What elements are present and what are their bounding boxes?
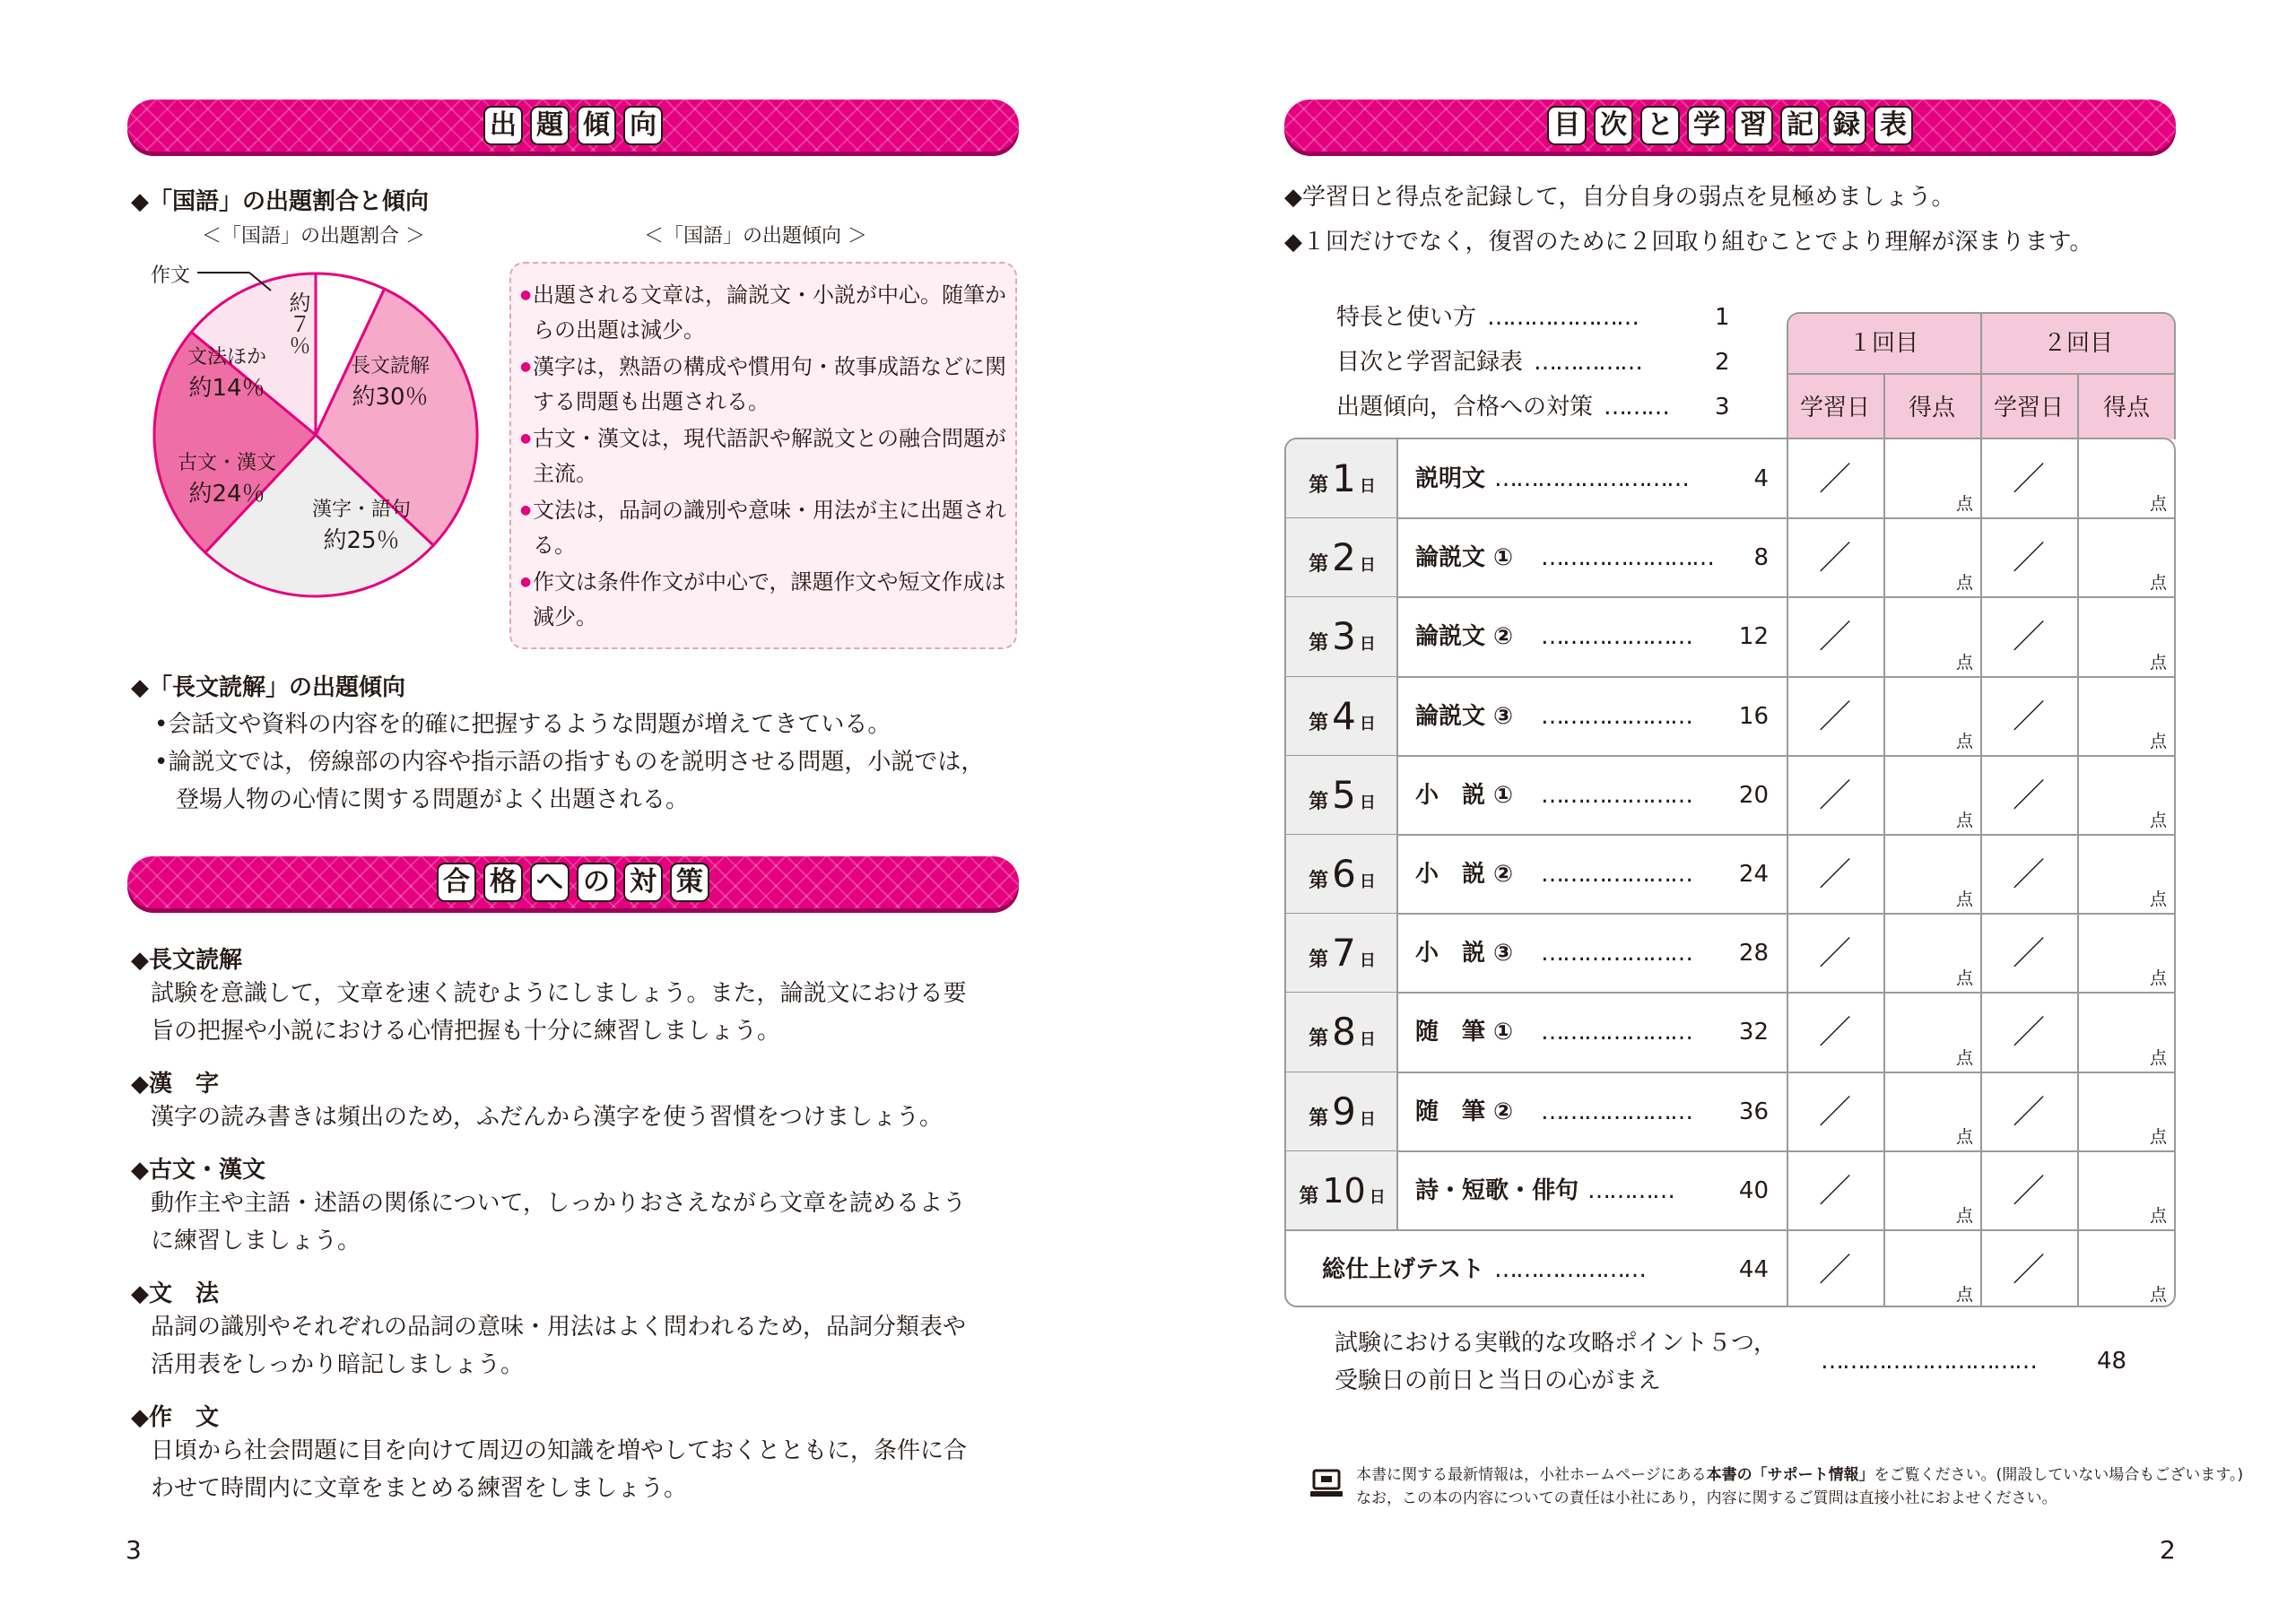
banner-title xyxy=(127,106,1019,145)
notice-line2: なお，この本の内容についての責任は小社にあり，内容に関するご質問は直接小社におよせください。 xyxy=(1356,1489,2057,1507)
day-number: 1 xyxy=(1332,456,1356,500)
header-round2: ２回目 xyxy=(2042,330,2113,357)
chobun-heading: ◆「長文読解」の出題傾向 xyxy=(131,674,405,701)
chapter-page: 12 xyxy=(1738,623,1769,651)
header-score-1: 得点 xyxy=(1908,395,1955,421)
page-number-left: 3 xyxy=(126,1535,142,1565)
strategy-text: 動作主や主語・述語の関係について，しっかりおさえながら文章を読めるよう xyxy=(151,1190,966,1217)
cell-score-1[interactable] xyxy=(1885,1072,1980,1151)
header-date-2: 学習日 xyxy=(1993,395,2064,421)
banner-char: 録 xyxy=(1827,106,1866,145)
day-suffix: 日 xyxy=(1359,635,1376,655)
day-label xyxy=(1286,993,1398,1072)
notice-line1 xyxy=(1356,1462,2243,1484)
slash-mark: ／ xyxy=(2013,935,2046,973)
cell-score-1[interactable] xyxy=(1885,597,1980,676)
day-suffix: 日 xyxy=(1359,793,1376,812)
appendix-line1: 試験における実戦的な攻略ポイント５つ， xyxy=(1335,1330,1777,1357)
banner-char: 策 xyxy=(670,863,709,902)
slash-mark: ／ xyxy=(1819,540,1852,577)
strategy-text: 旨の把握や小説における心情把握も十分に練習しましょう。 xyxy=(151,1018,781,1045)
chapter-dots: ………………… xyxy=(1541,1098,1692,1125)
banner-char: 対 xyxy=(623,863,663,902)
intro-line: ◆学習日と得点を記録して，自分自身の弱点を見極めましょう。 xyxy=(1284,184,1955,211)
slash-mark: ／ xyxy=(2013,619,2046,656)
ten-mark: 点 xyxy=(2149,1126,2167,1147)
banner-char: 目 xyxy=(1547,106,1587,145)
cell-date-1[interactable] xyxy=(1788,914,1883,993)
strategy-heading: ◆漢 字 xyxy=(131,1071,219,1098)
chapter-dots: ………… xyxy=(1587,1176,1674,1204)
cell-date-2[interactable] xyxy=(1982,677,2077,756)
ten-mark: 点 xyxy=(2149,573,2167,594)
cell-score-1[interactable] xyxy=(1885,677,1980,756)
cell-score-2[interactable] xyxy=(2079,835,2174,914)
strategy-text: 日頃から社会問題に目を向けて周辺の知識を増やしておくとともに，条件に合 xyxy=(151,1437,968,1464)
banner-char: 学 xyxy=(1687,106,1726,145)
ten-mark: 点 xyxy=(1955,731,1973,751)
chapter-dots: ………………… xyxy=(1494,1256,1645,1283)
pie-chart xyxy=(144,260,502,610)
strategy-heading: ◆作 文 xyxy=(131,1404,219,1431)
header-round1: １回目 xyxy=(1848,330,1918,357)
slash-mark: ／ xyxy=(1819,1252,1852,1289)
chapter-page: 40 xyxy=(1738,1176,1769,1204)
cell-score-2[interactable] xyxy=(2079,677,2174,756)
chapter-title: 論説文 ② xyxy=(1415,623,1514,651)
ten-mark: 点 xyxy=(1955,1285,1973,1306)
chapter-page: 28 xyxy=(1738,940,1769,968)
cell-score-1[interactable] xyxy=(1885,1230,1980,1307)
front-toc-dots: ……… xyxy=(1604,394,1668,421)
slash-mark: ／ xyxy=(1819,698,1852,735)
cell-score-2[interactable] xyxy=(2079,1151,2174,1230)
cell-date-2[interactable] xyxy=(1982,1230,2077,1307)
cell-score-2[interactable] xyxy=(2079,1072,2174,1151)
strategy-heading: ◆長文読解 xyxy=(131,947,242,974)
cell-date-1[interactable] xyxy=(1788,1151,1883,1230)
strategy-text: に練習しましょう。 xyxy=(151,1228,361,1254)
ten-mark: 点 xyxy=(1955,652,1973,673)
chapter-page: 8 xyxy=(1753,544,1769,572)
cell-date-1[interactable] xyxy=(1788,597,1883,676)
ten-mark: 点 xyxy=(2149,1285,2167,1306)
cell-score-1[interactable] xyxy=(1885,756,1980,835)
front-toc-dots: ………………… xyxy=(1487,304,1638,331)
computer-icon xyxy=(1309,1469,1344,1499)
chapter-dots: ………………… xyxy=(1541,861,1692,888)
cell-score-1[interactable] xyxy=(1885,835,1980,914)
cell-score-2[interactable] xyxy=(2079,518,2174,597)
slash-mark: ／ xyxy=(1819,1014,1852,1052)
appendix-page: 48 xyxy=(2097,1348,2127,1375)
ten-mark: 点 xyxy=(1955,494,1973,515)
cell-score-1[interactable] xyxy=(1885,439,1980,518)
slash-mark: ／ xyxy=(2013,1014,2046,1052)
banner-char: へ xyxy=(530,863,570,902)
chapter-title: 論説文 ① xyxy=(1415,544,1514,572)
day-label xyxy=(1286,439,1398,518)
day-label xyxy=(1286,518,1398,597)
cell-date-1[interactable] xyxy=(1788,756,1883,835)
strategy-text: わせて時間内に文章をまとめる練習をしましょう。 xyxy=(151,1475,688,1502)
cell-date-1[interactable] xyxy=(1788,835,1883,914)
strategy-heading: ◆古文・漢文 xyxy=(131,1157,265,1184)
cell-score-1[interactable] xyxy=(1885,914,1980,993)
front-toc-label: 出題傾向，合格への対策 xyxy=(1336,394,1594,421)
trend-item: ● 作文は条件作文が中心で，課題作文や短文作成は減少。 xyxy=(533,565,1008,635)
cell-date-2[interactable] xyxy=(1982,993,2077,1072)
chapter-title: 論説文 ③ xyxy=(1415,702,1514,730)
pie-caption: ＜「国語」の出題割合 ＞ xyxy=(202,225,425,247)
cell-date-2[interactable] xyxy=(1982,756,2077,835)
cell-date-2[interactable] xyxy=(1982,597,2077,676)
chobun-item: •会話文や資料の内容を的確に把握するような問題が増えてきている。 xyxy=(154,711,891,738)
banner-char: 合 xyxy=(437,863,476,902)
day-label xyxy=(1286,677,1398,756)
day-suffix: 日 xyxy=(1359,872,1376,891)
day-number: 7 xyxy=(1332,931,1356,976)
kanji-label: 漢字・語句 xyxy=(311,499,411,521)
notice-1a: 本書に関する最新情報は，小社ホームページにある xyxy=(1356,1466,1707,1484)
slash-mark: ／ xyxy=(2013,856,2046,893)
chapter-page: 20 xyxy=(1738,781,1769,809)
chapter-page: 44 xyxy=(1738,1256,1769,1283)
strategy-heading: ◆文 法 xyxy=(131,1280,219,1307)
cell-date-1[interactable] xyxy=(1788,1072,1883,1151)
front-toc-dots: …………… xyxy=(1534,349,1641,376)
pie-label-chobun xyxy=(341,352,439,412)
ten-mark: 点 xyxy=(2149,968,2167,989)
day-suffix: 日 xyxy=(1369,1187,1386,1207)
ten-mark: 点 xyxy=(2149,731,2167,751)
appendix-dots: ………………………… xyxy=(1821,1348,2036,1375)
pie-label-bunpo xyxy=(178,343,276,404)
cell-date-1[interactable] xyxy=(1788,1230,1883,1307)
day-number: 10 xyxy=(1322,1170,1366,1211)
chapter-title: 小 説 ③ xyxy=(1415,940,1514,968)
cell-date-1[interactable] xyxy=(1788,439,1883,518)
chapter-dots: ………………… xyxy=(1541,940,1692,968)
day-suffix: 日 xyxy=(1359,951,1376,971)
bunpo-label: 文法ほか xyxy=(187,346,266,369)
strategy-text: 試験を意識して，文章を速く読むようにしましょう。また，論説文における要 xyxy=(151,980,967,1007)
trend-item: ● 漢字は，熟語の構成や慣用句・故事成語などに関する問題も出題される。 xyxy=(533,350,1008,420)
chobun-item: 登場人物の心情に関する問題がよく出題される。 xyxy=(176,786,690,813)
cell-date-2[interactable] xyxy=(1982,914,2077,993)
header-score-2: 得点 xyxy=(2102,395,2150,421)
chobun-pct: 約30％ xyxy=(352,384,429,411)
chapter-dots: ………………… xyxy=(1541,702,1692,730)
kobun-pct: 約24％ xyxy=(188,481,265,508)
chapter-title: 小 説 ② xyxy=(1415,861,1514,888)
ten-mark: 点 xyxy=(1955,1205,1973,1226)
cell-score-1[interactable] xyxy=(1885,518,1980,597)
slash-mark: ／ xyxy=(1819,461,1852,498)
ten-mark: 点 xyxy=(1955,1126,1973,1147)
page-number-right: 2 xyxy=(2160,1535,2176,1565)
banner-char: の xyxy=(577,863,616,902)
day-number: 6 xyxy=(1332,852,1356,896)
banner-shutsudai-keiko xyxy=(127,100,1019,152)
day-prefix: 第 xyxy=(1309,711,1329,734)
ten-mark: 点 xyxy=(2149,652,2167,673)
chapter-dots: ………………… xyxy=(1541,623,1692,651)
slash-mark: ／ xyxy=(2013,698,2046,735)
ten-mark: 点 xyxy=(1955,810,1973,830)
day-label xyxy=(1286,1151,1398,1230)
banner-char: 格 xyxy=(483,863,523,902)
cell-score-2[interactable] xyxy=(2079,597,2174,676)
ten-mark: 点 xyxy=(1955,573,1973,594)
banner-char: 表 xyxy=(1874,106,1913,145)
trend-box xyxy=(509,262,1017,649)
cell-date-2[interactable] xyxy=(1982,439,2077,518)
day-suffix: 日 xyxy=(1359,556,1376,576)
banner-char: 記 xyxy=(1780,106,1820,145)
cell-score-1[interactable] xyxy=(1885,993,1980,1072)
day-number: 3 xyxy=(1332,614,1356,659)
ten-mark: 点 xyxy=(2149,494,2167,515)
day-label xyxy=(1286,835,1398,914)
day-prefix: 第 xyxy=(1309,553,1329,577)
notice-1c: をご覧ください。(開設していない場合もございます。) xyxy=(1874,1466,2244,1484)
notice-1b: 本書の「サポート情報」 xyxy=(1706,1466,1874,1484)
day-prefix: 第 xyxy=(1309,1107,1329,1130)
record-table xyxy=(1284,438,2176,1307)
pie-label-kobun xyxy=(173,448,281,509)
day-label xyxy=(1286,914,1398,993)
chapter-title: 詩・短歌・俳句 xyxy=(1415,1176,1579,1204)
cell-date-2[interactable] xyxy=(1982,1151,2077,1230)
pie-label-sakubun: 作文 xyxy=(151,265,191,287)
trend-item: ● 古文・漢文は，現代語訳や解説文との融合問題が主流。 xyxy=(533,421,1008,491)
day-number: 2 xyxy=(1332,535,1356,580)
cell-date-1[interactable] xyxy=(1788,518,1883,597)
chapter-page: 16 xyxy=(1738,702,1769,730)
slash-mark: ／ xyxy=(1819,619,1852,656)
chapter-title: 説明文 xyxy=(1415,465,1486,492)
day-suffix: 日 xyxy=(1359,477,1376,496)
day-suffix: 日 xyxy=(1359,1030,1376,1050)
day-number: 8 xyxy=(1332,1010,1356,1055)
slash-mark: ／ xyxy=(1819,777,1852,814)
banner-goukaku-taisaku xyxy=(127,856,1019,908)
strategy-text: 品詞の識別やそれぞれの品詞の意味・用法はよく問われるため，品詞分類表や xyxy=(151,1314,966,1341)
banner-char: 次 xyxy=(1594,106,1633,145)
day-number: 5 xyxy=(1332,772,1356,817)
cell-date-2[interactable] xyxy=(1982,518,2077,597)
chapter-title: 総仕上げテスト xyxy=(1322,1256,1484,1283)
cell-date-1[interactable] xyxy=(1788,677,1883,756)
cell-score-2[interactable] xyxy=(2079,1230,2174,1307)
trend-item: ● 出題される文章は，論説文・小説が中心。随筆からの出題は減少。 xyxy=(533,278,1008,348)
slash-mark: ／ xyxy=(1819,856,1852,893)
chapter-page: 24 xyxy=(1738,861,1769,888)
kobun-label: 古文・漢文 xyxy=(177,452,276,474)
banner-char: 習 xyxy=(1734,106,1773,145)
cell-date-2[interactable] xyxy=(1982,835,2077,914)
day-number: 4 xyxy=(1332,693,1356,738)
cell-score-2[interactable] xyxy=(2079,439,2174,518)
slash-mark: ／ xyxy=(2013,1252,2046,1289)
day-label xyxy=(1286,597,1398,676)
kanji-pct: 約25％ xyxy=(323,527,400,554)
chapter-title: 随 筆 ② xyxy=(1415,1098,1514,1125)
ten-mark: 点 xyxy=(2149,1205,2167,1226)
ten-mark: 点 xyxy=(2149,1047,2167,1068)
chobun-label: 長文読解 xyxy=(350,355,430,378)
front-toc-page: 1 xyxy=(1715,304,1730,331)
day-suffix: 日 xyxy=(1359,714,1376,733)
chapter-dots: ……………………… xyxy=(1494,465,1688,492)
ten-mark: 点 xyxy=(1955,890,1973,910)
day-prefix: 第 xyxy=(1309,949,1329,972)
chapter-dots: …………………… xyxy=(1541,544,1713,572)
cell-score-2[interactable] xyxy=(2079,993,2174,1072)
slash-mark: ／ xyxy=(1819,935,1852,973)
chapter-title: 小 説 ① xyxy=(1415,781,1514,809)
day-prefix: 第 xyxy=(1309,1028,1329,1051)
slash-mark: ／ xyxy=(1819,1093,1852,1131)
slash-mark: ／ xyxy=(1819,1172,1852,1210)
cell-score-1[interactable] xyxy=(1885,1151,1980,1230)
chapter-dots: ………………… xyxy=(1541,781,1692,809)
day-prefix: 第 xyxy=(1309,790,1329,813)
ten-mark: 点 xyxy=(1955,968,1973,989)
trend-item: ● 文法は，品詞の識別や意味・用法が主に出題される。 xyxy=(533,493,1008,563)
slash-mark: ／ xyxy=(2013,461,2046,498)
cell-date-1[interactable] xyxy=(1788,993,1883,1072)
banner-char: 向 xyxy=(623,106,663,145)
ten-mark: 点 xyxy=(1955,1047,1973,1068)
banner-char: 題 xyxy=(530,106,570,145)
front-toc-label: 特長と使い方 xyxy=(1336,304,1477,331)
banner-char: と xyxy=(1640,106,1680,145)
header-date-1: 学習日 xyxy=(1799,395,1870,421)
banner-char: 傾 xyxy=(577,106,616,145)
slash-mark: ／ xyxy=(2013,777,2046,814)
banner-title xyxy=(1284,106,2176,145)
kokugo-heading: ◆「国語」の出題割合と傾向 xyxy=(131,188,429,215)
bunpo-pct: 約14％ xyxy=(188,375,265,402)
front-toc-label: 目次と学習記録表 xyxy=(1336,349,1524,376)
banner-char: 出 xyxy=(483,106,523,145)
trend-caption: ＜「国語」の出題傾向 ＞ xyxy=(644,225,867,247)
chapter-page: 32 xyxy=(1738,1019,1769,1046)
pie-label-sakubun-pct xyxy=(284,291,310,364)
chobun-item: •論説文では，傍線部の内容や指示語の指すものを説明させる問題，小説では， xyxy=(154,749,985,776)
banner-mokuji xyxy=(1284,100,2176,152)
ten-mark: 点 xyxy=(2149,810,2167,830)
cell-score-2[interactable] xyxy=(2079,756,2174,835)
day-prefix: 第 xyxy=(1299,1185,1319,1208)
chapter-page: 36 xyxy=(1738,1098,1769,1125)
cell-score-2[interactable] xyxy=(2079,914,2174,993)
ten-mark: 点 xyxy=(2149,890,2167,910)
slash-mark: ／ xyxy=(2013,1172,2046,1210)
day-prefix: 第 xyxy=(1309,474,1329,497)
chapter-dots: ………………… xyxy=(1541,1019,1692,1046)
slash-mark: ／ xyxy=(2013,540,2046,577)
front-toc-page: 3 xyxy=(1715,394,1730,421)
header-hline xyxy=(1787,373,2176,375)
chapter-page: 4 xyxy=(1753,465,1769,492)
intro-line: ◆１回だけでなく，復習のために２回取り組むことでより理解が深まります。 xyxy=(1284,229,2093,256)
chapter-title: 随 筆 ① xyxy=(1415,1019,1514,1046)
day-prefix: 第 xyxy=(1309,870,1329,892)
day-suffix: 日 xyxy=(1359,1109,1376,1129)
strategy-text: 活用表をしっかり暗記しましょう。 xyxy=(151,1351,525,1378)
cell-date-2[interactable] xyxy=(1982,1072,2077,1151)
pie-label-kanji xyxy=(303,495,420,556)
day-prefix: 第 xyxy=(1309,632,1329,655)
day-number: 9 xyxy=(1332,1089,1356,1133)
day-label xyxy=(1286,1072,1398,1151)
strategy-text: 漢字の読み書きは頻出のため，ふだんから漢字を使う習慣をつけましょう。 xyxy=(151,1104,943,1131)
day-label xyxy=(1286,756,1398,835)
sakubun-pct-text: 約７％ xyxy=(285,291,310,356)
banner-title xyxy=(127,863,1019,902)
slash-mark: ／ xyxy=(2013,1093,2046,1131)
front-toc-page: 2 xyxy=(1715,349,1730,376)
appendix-line2: 受験日の前日と当日の心がまえ xyxy=(1335,1367,1662,1394)
